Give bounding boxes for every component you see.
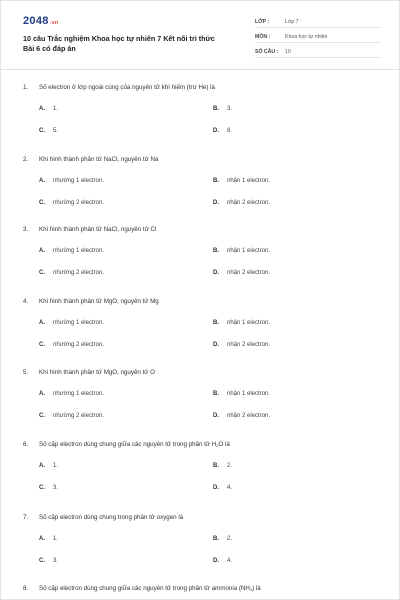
question-text [23, 298, 393, 305]
option-text: nhường 1 electron. [53, 320, 104, 326]
question-stem: Khi hình thành phân tử MgO, nguyên tử O [39, 369, 155, 376]
meta-grade-label: LỚP : [255, 19, 270, 25]
question-number: 6. [23, 441, 29, 448]
meta-question-count [255, 46, 381, 58]
question-number: 8. [23, 585, 29, 592]
worksheet-title [23, 34, 223, 54]
option-text: 3. [53, 485, 59, 491]
option-a[interactable] [39, 391, 104, 397]
option-text: nhường 1 electron. [53, 178, 104, 184]
option-letter: A. [39, 391, 45, 397]
logo-suffix: .vn [49, 20, 59, 26]
option-letter: B. [213, 106, 219, 112]
option-d[interactable] [213, 200, 270, 206]
meta-count-label: SỐ CÂU : [255, 49, 279, 55]
option-letter: B. [213, 391, 219, 397]
option-text: 3. [227, 106, 233, 112]
option-text: 5. [53, 128, 59, 134]
question-number: 4. [23, 298, 29, 305]
option-d[interactable] [213, 558, 232, 564]
option-letter: A. [39, 106, 45, 112]
option-letter: C. [39, 200, 45, 206]
option-letter: A. [39, 178, 45, 184]
meta-subject-value: Khoa học tự nhiên [285, 34, 328, 40]
header-divider [1, 69, 400, 70]
option-letter: D. [213, 558, 219, 564]
question-text [23, 156, 393, 163]
option-a[interactable] [39, 463, 58, 469]
question-stem: Số cặp electron dùng chung trong phân tử oxygen là [39, 514, 184, 521]
option-a[interactable] [39, 320, 104, 326]
option-letter: D. [213, 485, 219, 491]
question-text [23, 514, 393, 521]
option-letter: C. [39, 270, 45, 276]
logo-main: 2048 [23, 15, 49, 27]
option-b[interactable] [213, 320, 270, 326]
option-d[interactable] [213, 128, 232, 134]
question-number: 2. [23, 156, 29, 163]
option-letter: B. [213, 320, 219, 326]
option-letter: C. [39, 128, 45, 134]
option-b[interactable] [213, 536, 232, 542]
question-stem: Khi hình thành phân tử NaCl, nguyên tử Na [39, 156, 159, 163]
option-text: 2. [227, 536, 233, 542]
question-text [23, 441, 393, 448]
question-text [23, 84, 393, 91]
option-c[interactable] [39, 413, 104, 419]
option-text: nhường 2 electron. [53, 200, 104, 206]
option-text: nhận 1 electron. [227, 248, 271, 254]
question-stem: Khi hình thành phân tử MgO, nguyên tử Mg [39, 298, 159, 305]
question-number: 1. [23, 84, 29, 91]
option-letter: D. [213, 128, 219, 134]
question-text [23, 369, 393, 376]
meta-count-value: 10 [285, 49, 291, 55]
option-text: 3. [53, 558, 59, 564]
subscript: 2 [216, 443, 219, 448]
option-c[interactable] [39, 558, 58, 564]
option-d[interactable] [213, 270, 270, 276]
meta-grade [255, 16, 381, 28]
question-text [23, 226, 393, 233]
option-text: nhận 2 electron. [227, 413, 271, 419]
title-line-1: 10 câu Trắc nghiệm Khoa học tự nhiên 7 Kết nối tri thức [23, 34, 215, 43]
option-b[interactable] [213, 391, 270, 397]
option-d[interactable] [213, 413, 270, 419]
question-text [23, 585, 393, 592]
option-letter: C. [39, 485, 45, 491]
option-letter: D. [213, 342, 219, 348]
option-letter: C. [39, 413, 45, 419]
option-text: nhận 1 electron. [227, 178, 271, 184]
subscript: 3 [249, 587, 253, 592]
option-text: 1. [53, 536, 59, 542]
option-text: 8. [227, 128, 233, 134]
option-letter: A. [39, 248, 45, 254]
option-text: nhường 2 electron. [53, 270, 104, 276]
meta-subject-label: MÔN : [255, 34, 271, 40]
option-text: nhường 2 electron. [53, 342, 104, 348]
option-letter: D. [213, 270, 219, 276]
option-text: 2. [227, 463, 233, 469]
option-b[interactable] [213, 463, 232, 469]
option-text: nhận 2 electron. [227, 270, 271, 276]
option-text: 1. [53, 463, 59, 469]
question-number: 5. [23, 369, 29, 376]
question-stem: Số cặp electron dùng chung giữa các nguyên tử trong phân tử H [39, 441, 217, 448]
option-letter: B. [213, 178, 219, 184]
option-letter: C. [39, 342, 45, 348]
option-a[interactable] [39, 536, 58, 542]
option-letter: A. [39, 463, 45, 469]
option-letter: B. [213, 536, 219, 542]
worksheet-header [1, 1, 400, 69]
question-stem: Khi hình thành phân tử NaCl, nguyên tử Cl [39, 226, 157, 233]
option-text: nhường 2 electron. [53, 413, 104, 419]
option-b[interactable] [213, 248, 270, 254]
question-stem-end: O là [218, 441, 230, 448]
question-number: 3. [23, 226, 29, 233]
option-a[interactable] [39, 106, 58, 112]
option-a[interactable] [39, 178, 104, 184]
question-stem-end: ) là [252, 585, 261, 592]
option-c[interactable] [39, 128, 58, 134]
option-letter: D. [213, 413, 219, 419]
option-c[interactable] [39, 485, 58, 491]
option-text: nhận 2 electron. [227, 342, 271, 348]
option-text: nhận 2 electron. [227, 200, 271, 206]
option-a[interactable] [39, 248, 104, 254]
option-letter: B. [213, 248, 219, 254]
title-line-2: Bài 6 có đáp án [23, 44, 76, 54]
option-text: nhận 1 electron. [227, 391, 271, 397]
option-letter: B. [213, 463, 219, 469]
option-text: nhận 1 electron. [227, 320, 271, 326]
option-d[interactable] [213, 342, 270, 348]
option-text: nhường 1 electron. [53, 248, 104, 254]
option-letter: D. [213, 200, 219, 206]
question-stem: Số electron ở lớp ngoài cùng của nguyên tử khí hiếm (trừ He) là [39, 84, 215, 91]
option-c[interactable] [39, 200, 104, 206]
question-number: 7. [23, 514, 29, 521]
option-c[interactable] [39, 270, 104, 276]
option-b[interactable] [213, 178, 270, 184]
meta-subject [255, 31, 381, 43]
option-text: 1. [53, 106, 59, 112]
option-letter: C. [39, 558, 45, 564]
option-text: 4. [227, 485, 233, 491]
option-text: 4. [227, 558, 233, 564]
site-logo[interactable] [23, 15, 59, 27]
option-c[interactable] [39, 342, 104, 348]
option-b[interactable] [213, 106, 232, 112]
option-letter: A. [39, 536, 45, 542]
option-d[interactable] [213, 485, 232, 491]
meta-grade-value: Lớp 7 [285, 19, 299, 25]
question-stem: Số cặp electron dùng chung giữa các nguyên tử trong phân tử ammonia (NH [39, 585, 250, 592]
option-text: nhường 1 electron. [53, 391, 104, 397]
option-letter: A. [39, 320, 45, 326]
